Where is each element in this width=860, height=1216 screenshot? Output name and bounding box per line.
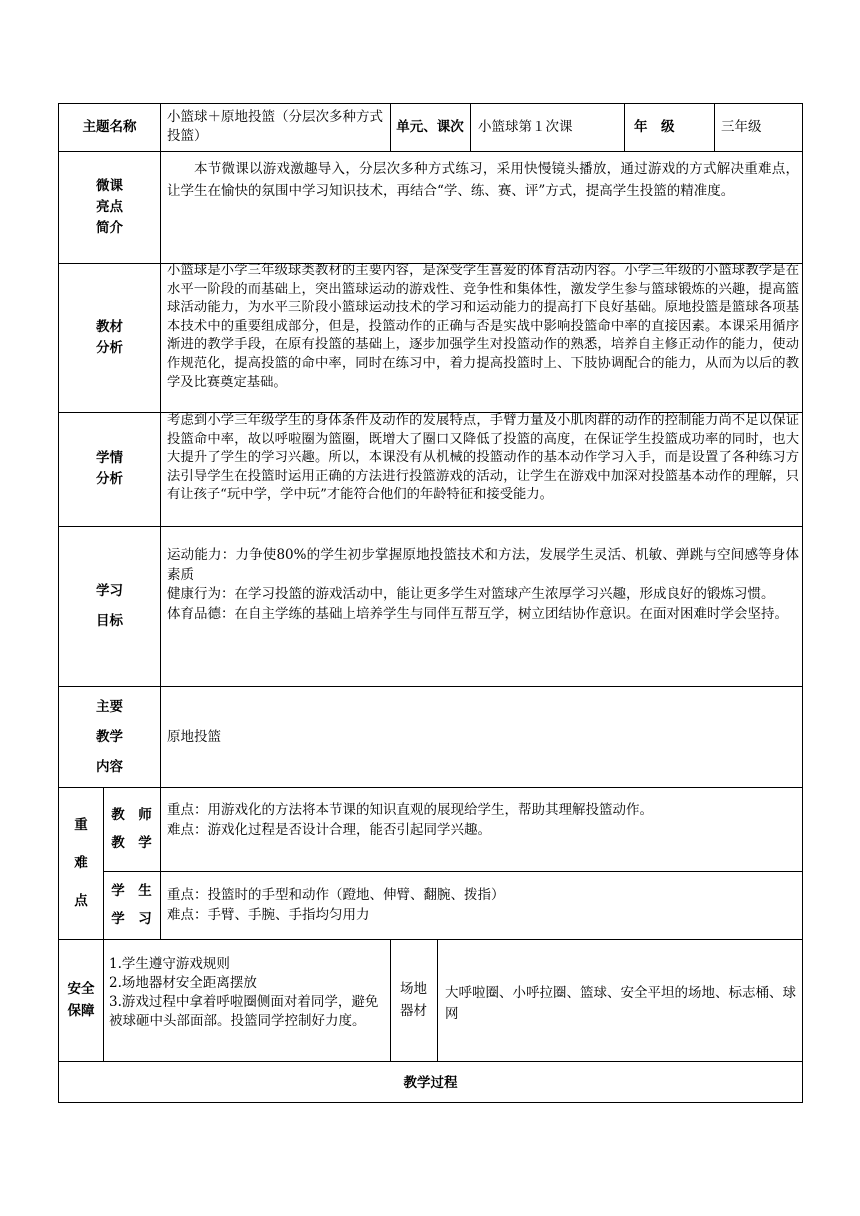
objectives-list bbox=[167, 546, 799, 624]
unit-label-text: 单元、课次 bbox=[396, 119, 464, 135]
students-text: 考虑到小学三年级学生的身体条件及动作的发展特点，手臂力量及小肌肉群的动作的控制能力尚不足以保证投篮命中率，故以呼啦圈为篮圈，既增大了圈口又降低了投篮的高度，在保证学生投篮成功率的同时，也大大提升了学生的学习兴趣。所以，本课没有从机械的投篮动作的基本动作学习入手，而是设置了各种练习方法引导学生在投篮时运用正确的方法进行投篮游戏的活动，让学生在游戏中加深对投篮基本动作的理解，只有让孩子“玩中学，学中玩”才能符合他们的年龄特征和接受能力。 bbox=[167, 413, 799, 503]
keypoints-label-char: 点 bbox=[74, 893, 88, 909]
student-label bbox=[103, 871, 160, 939]
safety-label bbox=[59, 939, 103, 1061]
equipment-label-line: 器材 bbox=[400, 1003, 427, 1019]
student-point: 重点：投篮时的手型和动作（蹬地、伸臂、翻腕、拨指） bbox=[167, 887, 505, 903]
material-text: 小篮球是小学三年级球类教材的主要内容，是深受学生喜爱的体育活动内容。小学三年级的小篮球教学是在水平一阶段的而基础上，突出篮球运动的游戏性、竞争性和集体性，激发学生参与篮球锻炼的兴趣，提高篮球活动能力，为水平三阶段小篮球运动技术的学习和运动能力的提高打下良好基础。原地投篮是篮球各项基本技术中的重要组成部分，但是，投篮动作的正确与否是实战中影响投篮命中率的直接因素。本课采用循序渐进的教学手段，在原有投篮的基础上，逐步加强学生对投篮动作的熟悉，培养自主修正动作的能力，使动作规范化，提高投篮的命中率，同时在练习中，着力提高投篮时上、下肢协调配合的能力，从而为以后的教学及比赛奠定基础。 bbox=[167, 263, 799, 390]
content-text: 原地投篮 bbox=[167, 729, 221, 745]
material-label-line: 分析 bbox=[96, 339, 123, 356]
lesson-plan-table bbox=[58, 103, 803, 1103]
col-divider bbox=[103, 939, 104, 1061]
student-point: 难点：手臂、手腕、手指均匀用力 bbox=[167, 906, 370, 923]
keypoints-label bbox=[59, 787, 103, 939]
safety-label-line: 保障 bbox=[67, 1003, 95, 1019]
student-label-line: 学 习 bbox=[111, 911, 152, 927]
highlights-text: 本节微课以游戏激趣导入，分层次多种方式练习，采用快慢镜头播放，通过游戏的方式解决重难点，让学生在愉快的氛围中学习知识技术，再结合“学、练、赛、评”方式，提高学生投篮的精准度。 bbox=[167, 161, 799, 199]
col-divider bbox=[624, 104, 625, 151]
topic-label bbox=[59, 104, 160, 151]
material-label bbox=[59, 263, 160, 412]
highlights-label-line: 微课 bbox=[96, 177, 123, 194]
unit-label bbox=[390, 104, 470, 151]
safety-item: 2.场地器材安全距离摆放 bbox=[109, 975, 257, 991]
unit-value: 小篮球第１次课 bbox=[478, 119, 573, 135]
content-label bbox=[59, 686, 160, 787]
row-divider bbox=[59, 1061, 802, 1062]
col-divider bbox=[437, 939, 438, 1061]
objective-item: 体育品德：在自主学练的基础上培养学生与同伴互帮互学，树立团结协作意识。在面对困难时学会坚持。 bbox=[167, 605, 788, 622]
highlights-label-line: 亮点 bbox=[96, 198, 123, 215]
grade-label: 年 级 bbox=[634, 119, 675, 135]
objectives-label bbox=[59, 526, 160, 686]
row-divider bbox=[59, 787, 802, 788]
content-label-line: 主要 bbox=[96, 698, 123, 715]
teacher-label bbox=[103, 787, 160, 871]
equipment-label bbox=[390, 939, 437, 1061]
highlights-label-line: 简介 bbox=[96, 219, 123, 236]
safety-label-line: 安全 bbox=[67, 981, 95, 997]
keypoints-label-char: 难 bbox=[74, 855, 88, 871]
topic-value: 小篮球＋原地投篮（分层次多种方式投篮） bbox=[167, 109, 383, 144]
objective-item: 健康行为：在学习投篮的游戏活动中，能让更多学生对篮球产生浓厚学习兴趣，形成良好的锻炼习惯。 bbox=[167, 586, 775, 602]
students-label-line: 学情 bbox=[96, 450, 123, 466]
safety-list bbox=[109, 955, 387, 1031]
teacher-label-line: 教 学 bbox=[111, 835, 152, 851]
col-divider bbox=[714, 104, 715, 151]
teacher-points bbox=[167, 801, 799, 840]
row-divider bbox=[59, 686, 802, 687]
students-label bbox=[59, 412, 160, 526]
safety-item: 3.游戏过程中拿着呼啦圈侧面对着同学，避免被球砸中头部面部。投篮同学控制好力度。 bbox=[109, 994, 379, 1029]
student-points bbox=[167, 886, 799, 925]
highlights-label bbox=[59, 151, 160, 263]
topic-label-text: 主题名称 bbox=[82, 119, 137, 135]
process-title: 教学过程 bbox=[403, 1075, 458, 1091]
students-label-line: 分析 bbox=[96, 471, 123, 487]
equipment-text: 大呼啦圈、小呼拉圈、篮球、安全平坦的场地、标志桶、球网 bbox=[445, 985, 796, 1022]
row-divider bbox=[59, 526, 802, 527]
equipment-label-line: 场地 bbox=[400, 981, 427, 997]
content-label-line: 内容 bbox=[96, 758, 123, 775]
keypoints-label-char: 重 bbox=[74, 817, 88, 833]
safety-item: 1.学生遵守游戏规则 bbox=[109, 956, 230, 972]
col-divider bbox=[160, 104, 161, 787]
teacher-label-line: 教 师 bbox=[111, 807, 152, 823]
student-label-line: 学 生 bbox=[111, 883, 152, 899]
col-divider bbox=[160, 787, 161, 939]
teacher-point: 重点：用游戏化的方法将本节课的知识直观的展现给学生，帮助其理解投篮动作。 bbox=[167, 802, 653, 818]
grade-value: 三年级 bbox=[721, 119, 762, 135]
material-label-line: 教材 bbox=[96, 318, 123, 335]
content-label-line: 教学 bbox=[96, 728, 123, 745]
objectives-label-line: 目标 bbox=[96, 613, 123, 629]
row-divider bbox=[103, 871, 802, 872]
row-divider bbox=[59, 151, 802, 152]
objectives-label-line: 学习 bbox=[96, 583, 123, 599]
teacher-point: 难点：游戏化过程是否设计合理，能否引起同学兴趣。 bbox=[167, 821, 491, 838]
col-divider bbox=[470, 104, 471, 151]
objective-item: 运动能力：力争使80%的学生初步掌握原地投篮技术和方法，发展学生灵活、机敏、弹跳与空间感等身体素质 bbox=[167, 547, 799, 583]
